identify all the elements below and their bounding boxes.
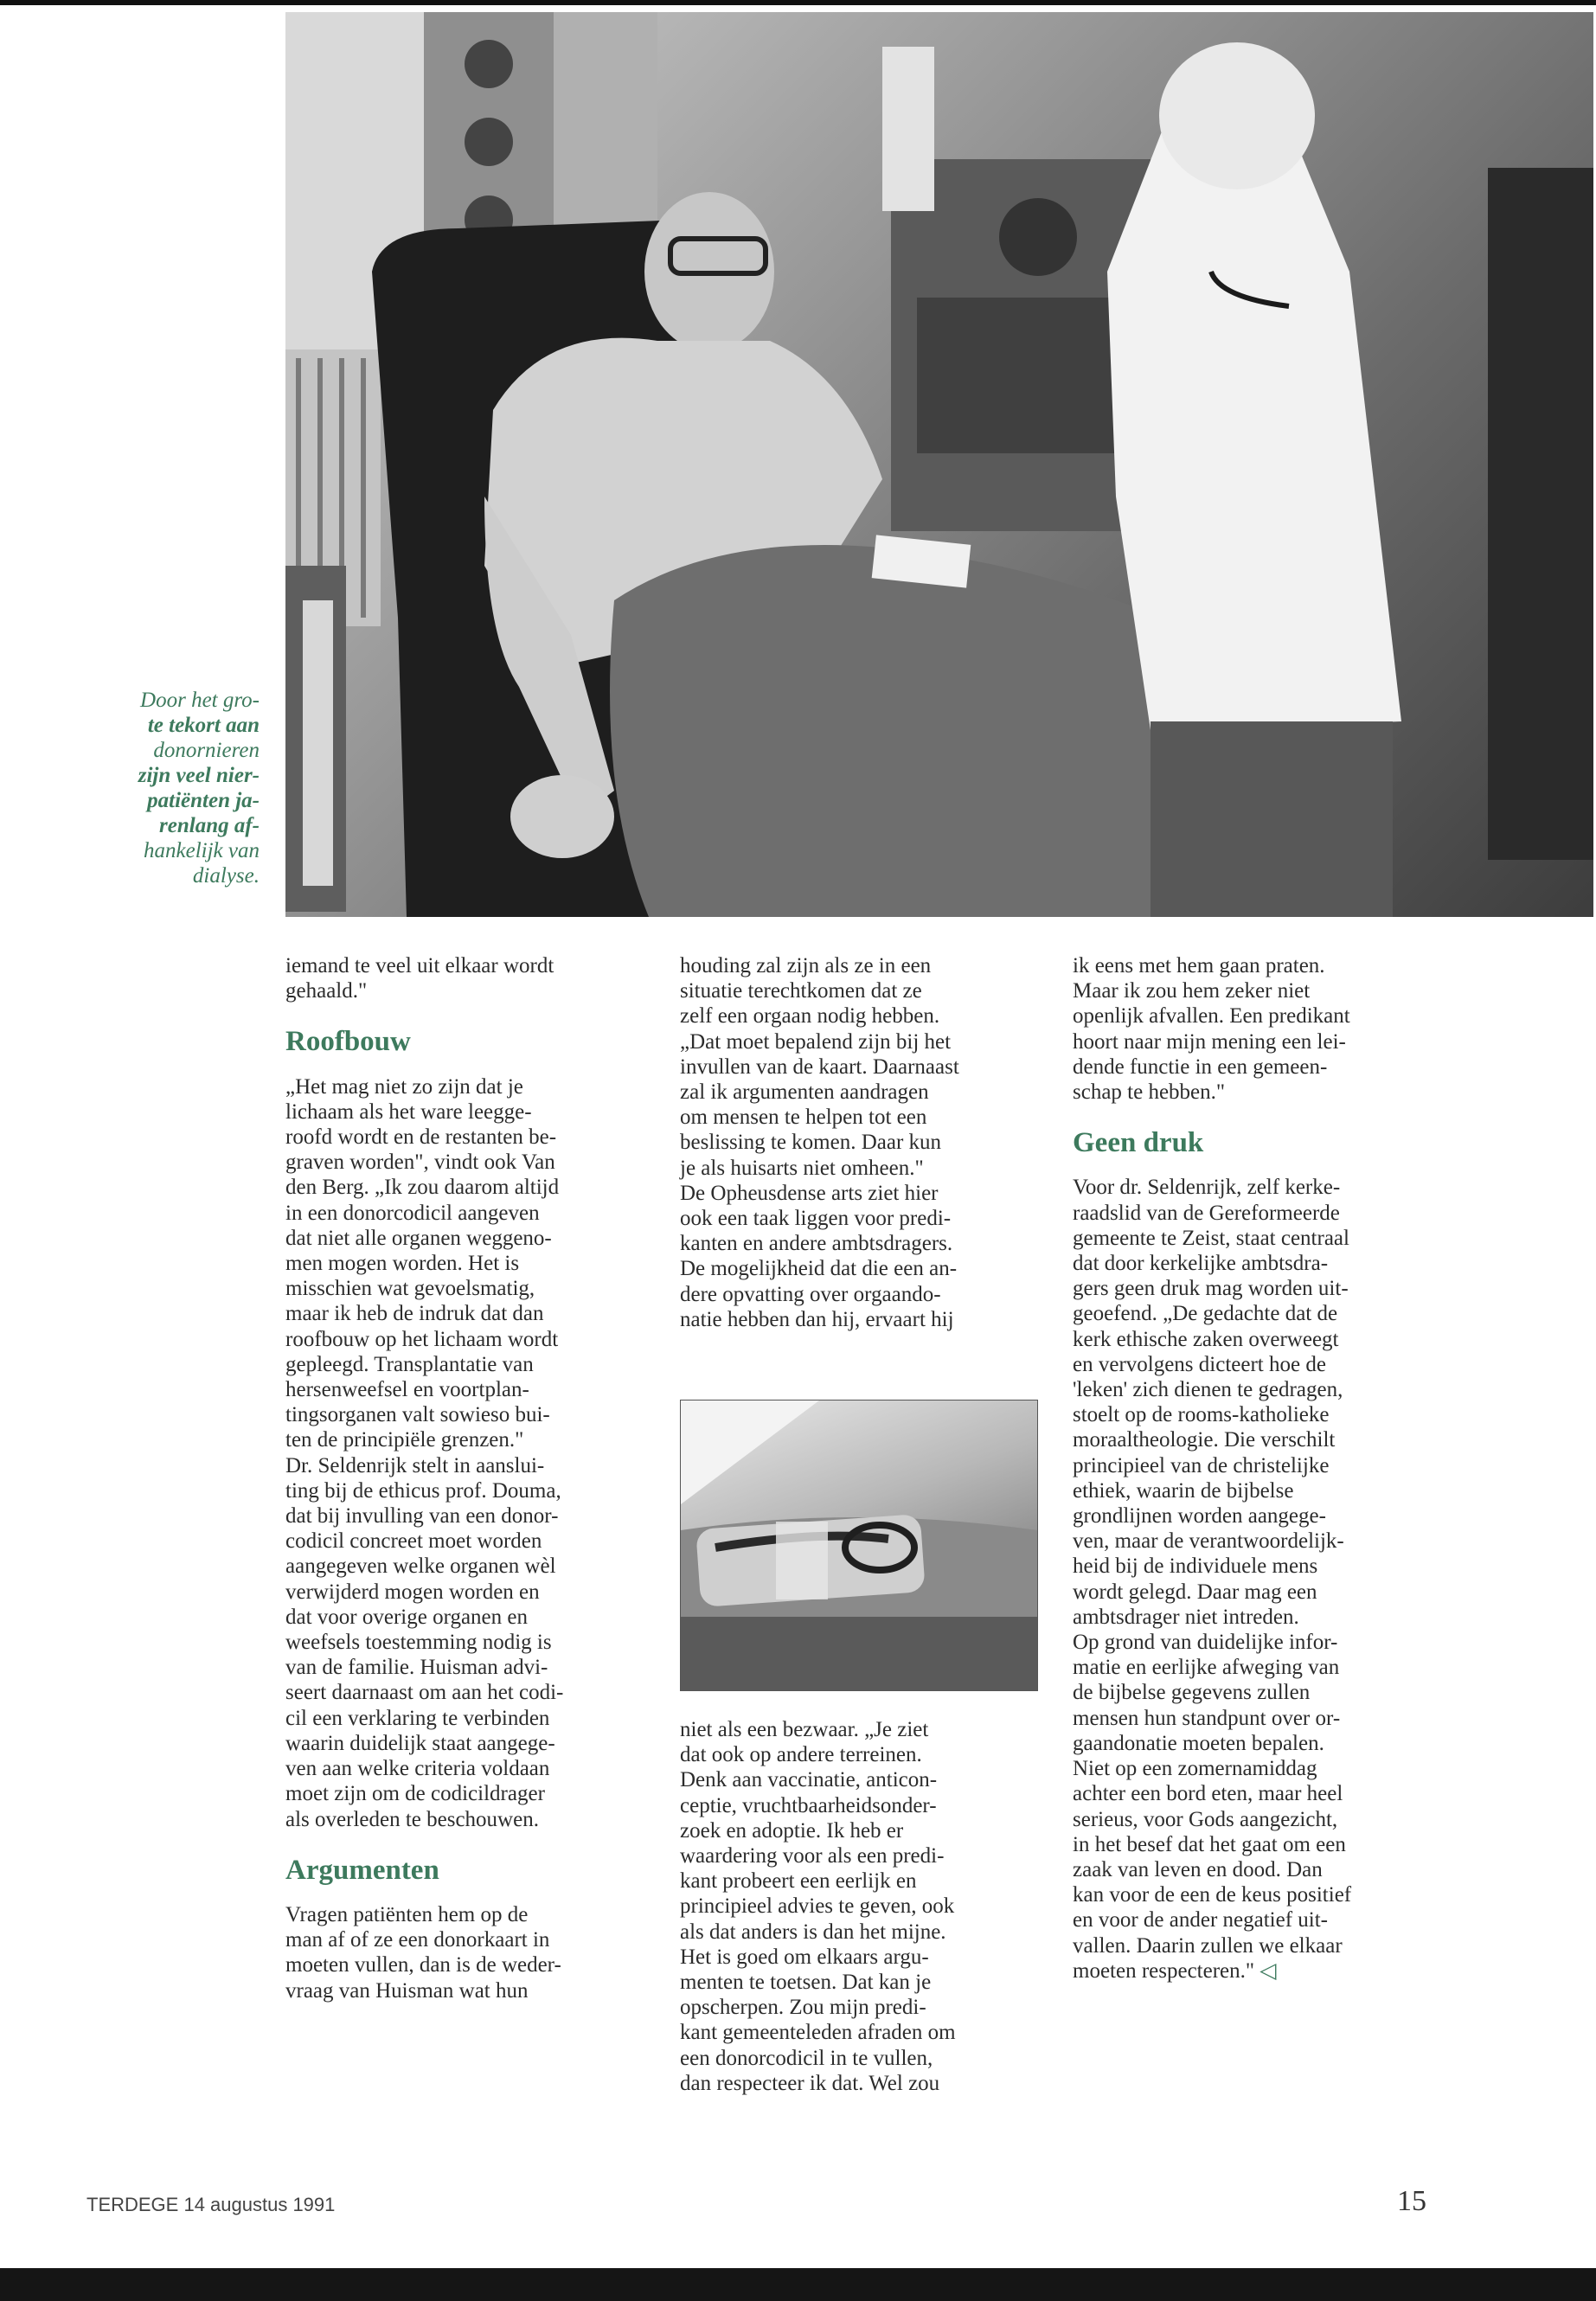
- page-bottom-border: [0, 2268, 1596, 2301]
- caption-line: renlang af-: [159, 814, 260, 837]
- text-column-2-top: [680, 953, 1043, 1332]
- caption-line: dialyse.: [192, 864, 260, 888]
- caption-line: zijn veel nier-: [138, 764, 260, 787]
- publication-footer: TERDEGE 14 augustus 1991: [87, 2194, 336, 2215]
- page-number: 15: [1397, 2185, 1426, 2217]
- caption-line: donornieren: [153, 739, 260, 762]
- paragraph: iemand te veel uit elkaar wordt gehaald.": [285, 954, 554, 1003]
- main-photo-dialysis-patient: [285, 12, 1593, 917]
- paragraph: ik eens met hem gaan praten. Maar ik zou hem zeker niet openlijk afvallen. Een predikant hoort naar mijn mening een lei- dende functie in een gemeen- schap te hebben.": [1073, 954, 1350, 1105]
- photo-caption: [78, 688, 260, 888]
- text-column-1: [285, 953, 640, 2003]
- end-of-article-icon: ◁: [1259, 1958, 1277, 1983]
- paragraph-text: Voor dr. Seldenrijk, zelf kerke- raadslid van de Gereformeerde gemeente te Zeist, staat centraal dat door kerkelijke ambtsdra- gers geen druk mag worden uit- geoefend. „De gedachte dat de kerk ethische zaken overweegt en vervolgens dicteert hoe de 'leken' zich dienen te gedragen, stoelt op de rooms-katholieke moraaltheologie. Die verschilt principieel van de christelijke ethiek, waarin de bijbelse grondlijnen worden aangege- ven, maar de verantwoordelijk- heid bij de individuele mens wordt gelegd. Daar mag een ambtsdrager niet intreden. Op grond van duidelijke infor- matie en eerlijke afweging van de bijbelse gegevens zullen mensen hun standpunt over or- gaandonatie moeten bepalen. Niet op een zomernamiddag achter een bord eten, maar heel serieus, voor Gods aangezicht, in het besef dat het gaat om een zaak van leven en dood. Dan kan voor de een de keus positief en voor de ander negatief uit- vallen. Daarin zullen we elkaar moeten respecteren.": [1073, 1176, 1352, 1983]
- paragraph: Vragen patiënten hem op de man af of ze een donorkaart in moeten vullen, dan is de weder- vraag van Huisman wat hun: [285, 1902, 561, 2003]
- caption-line: Door het gro-: [140, 689, 260, 712]
- paragraph: niet als een bezwaar. „Je ziet dat ook op andere terreinen. Denk aan vaccinatie, anticon- ceptie, vruchtbaarheidsonder- zoek en adoptie. Ik heb er waardering voor als een predi- kant probeert een eerlijk en principieel advies te geven, ook als dat anders is dan het mijne. Het is goed om elkaars argu- menten te toetsen. Dat kan je opscherpen. Zou mijn predi- kant gemeenteleden afraden om een donorcodicil in te vullen, dan respecteer ik dat. Wel zou: [680, 1718, 956, 2095]
- section-heading-roofbouw: Roofbouw: [285, 1026, 411, 1058]
- caption-line: hankelijk van: [144, 839, 260, 862]
- text-column-3: [1073, 953, 1436, 1984]
- text-column-2-bottom: [680, 1717, 1043, 2096]
- paragraph: [1073, 1175, 1436, 1984]
- caption-line: patiënten ja-: [147, 789, 260, 812]
- paragraph: houding zal zijn als ze in een situatie terechtkomen dat ze zelf een orgaan nodig hebben. „Dat moet bepalend zijn bij het invullen van de kaart. Daarnaast zal ik argumenten aandragen om mensen te helpen tot een beslissing te komen. Daar kun je als huisarts niet omheen." De Opheusdense arts ziet hier ook een taak liggen voor predi- kanten en andere ambtsdragers. De mogelijkheid dat die een an- dere opvatting over orgaando- natie hebben dan hij, ervaart hij: [680, 954, 959, 1331]
- inset-photo-dialysis-needle: [680, 1400, 1038, 1691]
- caption-line: te tekort aan: [147, 714, 260, 737]
- section-heading-argumenten: Argumenten: [285, 1854, 439, 1886]
- section-heading-geen-druk: Geen druk: [1073, 1127, 1204, 1159]
- paragraph: „Het mag niet zo zijn dat je lichaam als het ware leegge- roofd wordt en de restanten be- graven worden", vindt ook Van den Berg. „Ik zou daarom altijd in een donorcodicil aangeven dat niet alle organen weggeno- men mogen worden. Het is misschien wat gevoelsmatig, maar ik heb de indruk dat dan roofbouw op het lichaam wordt gepleegd. Transplantatie van hersenweefsel en voortplan- tingsorganen valt sowieso bui- ten de principiële grenzen." Dr. Seldenrijk stelt in aanslui- ting bij de ethicus prof. Douma, dat bij invulling van een donor- codicil concreet moet worden aangegeven welke organen wèl verwijderd mogen worden en dat voor overige organen en weefsels toestemming nodig is van de familie. Huisman advi- seert daarnaast om aan het codi- cil een verklaring te verbinden waarin duidelijk staat aangege- ven aan welke criteria voldaan moet zijn om de codicildrager als overleden te beschouwen.: [285, 1074, 564, 1831]
